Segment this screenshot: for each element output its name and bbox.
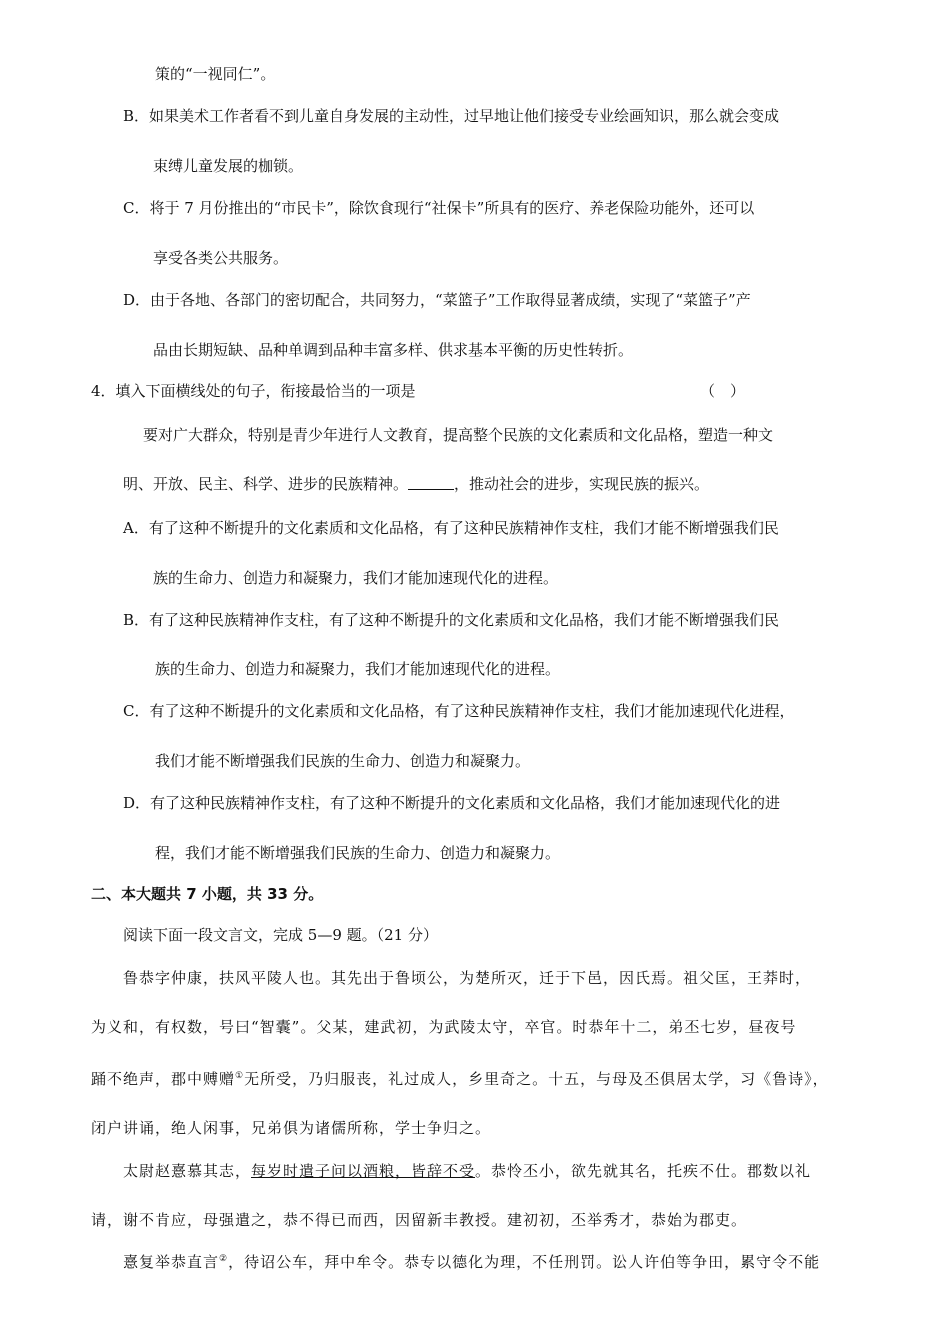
q4-option-d-line2: 程，我们才能不断增强我们民族的生命力、创造力和凝聚力。 — [155, 844, 561, 862]
underlined-sentence: 每岁时遣子问以酒粮，皆辞不受 — [251, 1162, 476, 1180]
q4-option-a-line1: A．有了这种不断提升的文化素质和文化品格，有了这种民族精神作支柱，我们才能不断增强我们民 — [123, 519, 779, 537]
q3-option-d-line2: 品由长期短缺、品种单调到品种丰富多样、供求基本平衡的历史性转折。 — [153, 341, 634, 359]
q3-option-b-line2: 束缚儿童发展的枷锁。 — [153, 157, 304, 175]
fill-blank — [408, 475, 454, 490]
passage-line-5-end: 。恭怜丕小，欲先就其名，托疾不仕。郡数以礼 — [475, 1162, 812, 1180]
q4-option-b-line1: B．有了这种民族精神作支柱，有了这种不断提升的文化素质和文化品格，我们才能不断增强我们民 — [123, 611, 780, 629]
q4-passage-line2-start: 明、开放、民主、科学、进步的民族精神。 — [123, 475, 409, 493]
footnote-marker-1: ① — [235, 1071, 245, 1081]
footnote-marker-2: ② — [219, 1254, 229, 1264]
q4-option-b-line2: 族的生命力、创造力和凝聚力，我们才能加速现代化的进程。 — [155, 660, 561, 678]
passage-line-3-end: 无所受，乃归服丧，礼过成人，乡里奇之。十五，与母及丕俱居太学，习《鲁诗》， — [244, 1070, 829, 1088]
q4-option-a-line2: 族的生命力、创造力和凝聚力，我们才能加速现代化的进程。 — [153, 569, 559, 587]
passage-line-6: 请，谢不肯应，母强遣之，恭不得已而西，因留新丰教授。建初初，丕举秀才，恭始为郡吏。 — [91, 1211, 748, 1229]
q4-option-d-line1: D．有了这种民族精神作支柱，有了这种不断提升的文化素质和文化品格，我们才能加速现代化的进 — [123, 794, 781, 812]
q4-passage-line1: 要对广大群众，特别是青少年进行人文教育，提高整个民族的文化素质和文化品格，塑造一种文 — [143, 426, 774, 444]
q3-option-d-line1: D．由于各地、各部门的密切配合，共同努力，“菜篮子”工作取得显著成绩，实现了“菜篮子”产 — [123, 291, 751, 309]
q3-option-a-continuation: 策的“一视同仁”。 — [155, 65, 276, 83]
q4-passage-line2 — [123, 474, 709, 494]
reading-instruction: 阅读下面一段文言文，完成 5—9 题。（21 分） — [123, 926, 438, 944]
section-heading: 二、本大题共 7 小题，共 33 分。 — [91, 885, 324, 903]
passage-line-7-end: ，待诏公车，拜中牟令。恭专以德化为理，不任刑罚。讼人许伯等争田，累守令不能 — [228, 1253, 821, 1271]
q3-option-b-line1: B．如果美术工作者看不到儿童自身发展的主动性，过早地让他们接受专业绘画知识，那么就会变成 — [123, 107, 780, 125]
passage-line-3-start: 踊不绝声，郡中赙赠 — [91, 1070, 236, 1088]
q3-option-c-line1: C．将于 7 月份推出的“市民卡”，除饮食现行“社保卡”所具有的医疗、养老保险功能外，还可以 — [123, 199, 755, 217]
passage-line-1: 鲁恭字仲康，扶风平陵人也。其先出于鲁顷公，为楚所灭，迁于下邑，因氏焉。祖父匡，王莽时， — [123, 969, 812, 987]
passage-line-3 — [91, 1069, 829, 1089]
passage-line-2: 为义和，有权数，号曰“智囊”。父某，建武初，为武陵太守，卒官。时恭年十二，弟丕七岁，昼夜号 — [91, 1018, 797, 1036]
q3-option-c-line2: 享受各类公共服务。 — [153, 249, 289, 267]
q4-option-c-line1: C．有了这种不断提升的文化素质和文化品格，有了这种民族精神作支柱，我们才能加速现代化进程， — [123, 702, 795, 720]
passage-line-5 — [123, 1161, 811, 1181]
passage-line-5-start: 太尉赵憙慕其志， — [123, 1162, 252, 1180]
q4-option-c-line2: 我们才能不断增强我们民族的生命力、创造力和凝聚力。 — [155, 752, 531, 770]
passage-line-7-start: 憙复举恭直言 — [123, 1253, 220, 1271]
q4-stem: 4．填入下面横线处的句子，衔接最恰当的一项是 — [91, 382, 416, 400]
passage-line-4: 闭户讲诵，绝人闲事，兄弟俱为诸儒所称，学士争归之。 — [91, 1119, 492, 1137]
passage-line-7 — [123, 1252, 820, 1272]
answer-parentheses: （ ） — [700, 382, 746, 400]
q4-passage-line2-end: ，推动社会的进步，实现民族的振兴。 — [454, 475, 710, 493]
